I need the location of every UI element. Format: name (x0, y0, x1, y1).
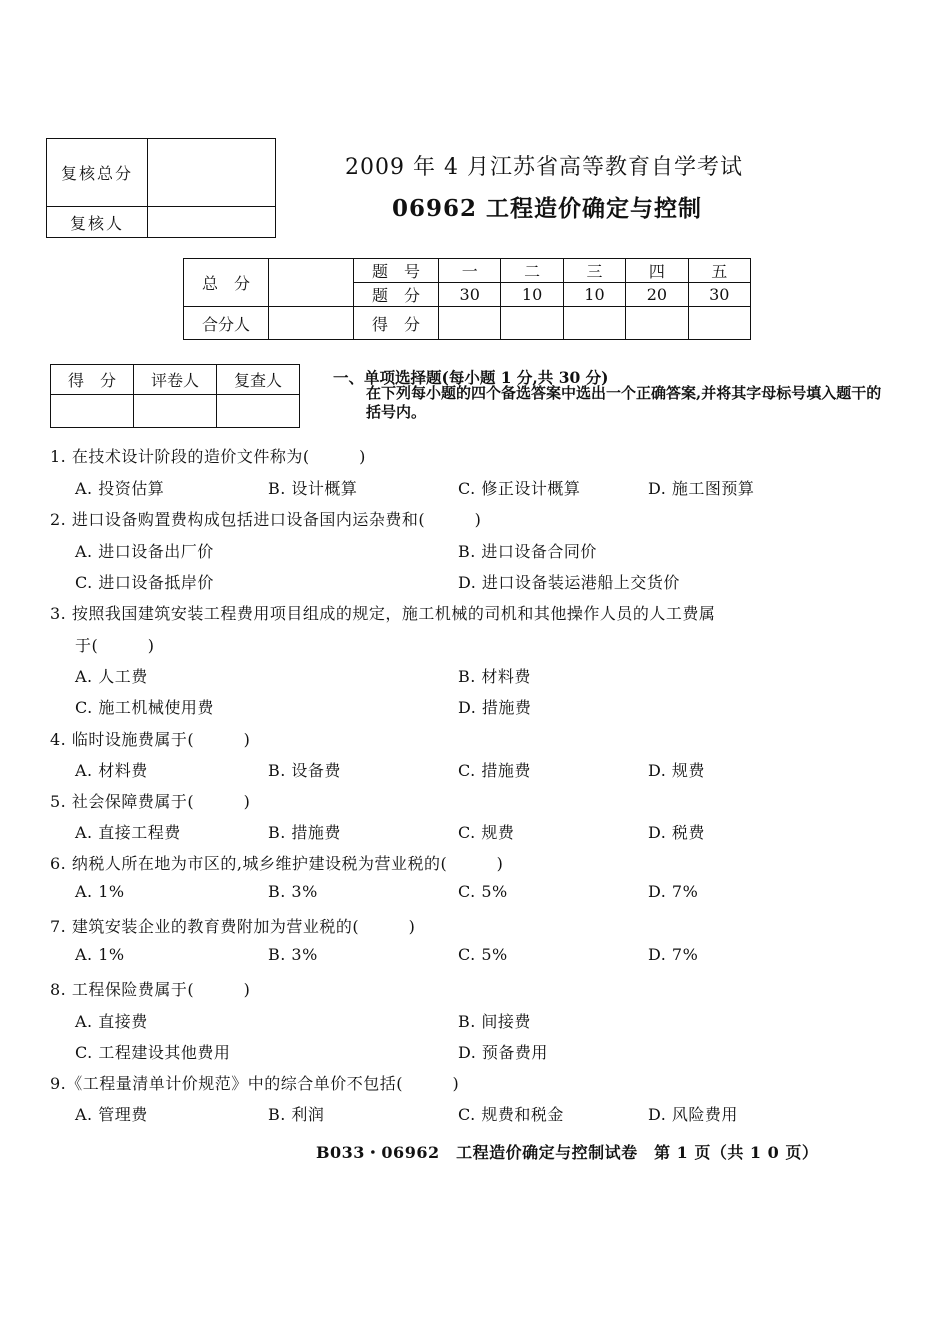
option: C. 5% (458, 882, 508, 901)
option: D. 规费 (648, 761, 705, 780)
option: A. 管理费 (75, 1105, 148, 1124)
option: C. 措施费 (458, 761, 531, 780)
option: D. 7% (648, 945, 699, 964)
question-stem: 5. 社会保障费属于( ) (50, 792, 251, 811)
option: C. 5% (458, 945, 508, 964)
review-total-cell (148, 139, 276, 207)
question-points-5: 30 (688, 283, 750, 307)
checker-cell (217, 395, 300, 428)
option: C. 规费 (458, 823, 515, 842)
question-number-1: 一 (439, 259, 501, 283)
option: C. 修正设计概算 (458, 479, 581, 498)
option: A. 进口设备出厂价 (75, 542, 214, 561)
option: B. 间接费 (458, 1012, 531, 1031)
obtained-score-5 (688, 307, 750, 340)
obtained-score-label: 得 分 (354, 307, 439, 340)
option: A. 直接费 (75, 1012, 148, 1031)
option: D. 施工图预算 (648, 479, 755, 498)
option: A. 1% (75, 882, 125, 901)
option: B. 3% (268, 945, 318, 964)
option: C. 规费和税金 (458, 1105, 564, 1124)
question-points-4: 20 (626, 283, 688, 307)
option: D. 措施费 (458, 698, 532, 717)
question-number-5: 五 (688, 259, 750, 283)
question-stem: 7. 建筑安装企业的教育费附加为营业税的( ) (50, 917, 416, 936)
grader-score-label: 得 分 (51, 365, 134, 395)
question-number-3: 三 (563, 259, 625, 283)
total-score-cell (269, 259, 354, 307)
review-total-label: 复核总分 (47, 139, 148, 207)
combiner-label: 合分人 (184, 307, 269, 340)
exam-title: 2009 年 4 月江苏省高等教育自学考试 (345, 155, 743, 180)
question-stem: 9.《工程量清单计价规范》中的综合单价不包括( ) (50, 1074, 460, 1093)
obtained-score-3 (563, 307, 625, 340)
question-points-2: 10 (501, 283, 563, 307)
option: C. 施工机械使用费 (75, 698, 214, 717)
grader-box (50, 364, 300, 428)
option: D. 进口设备装运港船上交货价 (458, 573, 680, 592)
section-heading: 一、单项选择题(每小题 1 分,共 30 分) (333, 368, 609, 387)
option: D. 风险费用 (648, 1105, 738, 1124)
option: B. 3% (268, 882, 318, 901)
question-points-3: 10 (563, 283, 625, 307)
obtained-score-4 (626, 307, 688, 340)
review-box (46, 138, 276, 238)
option: B. 设计概算 (268, 479, 358, 498)
total-score-label: 总 分 (184, 259, 269, 307)
course-title: 06962 工程造价确定与控制 (392, 195, 703, 222)
question-number-2: 二 (501, 259, 563, 283)
grader-label: 评卷人 (134, 365, 217, 395)
option: C. 工程建设其他费用 (75, 1043, 231, 1062)
option: B. 材料费 (458, 667, 531, 686)
grader-cell (134, 395, 217, 428)
question-stem: 8. 工程保险费属于( ) (50, 980, 251, 999)
question-stem: 6. 纳税人所在地为市区的,城乡维护建设税为营业税的( ) (50, 854, 504, 873)
question-number-4: 四 (626, 259, 688, 283)
score-table (183, 258, 751, 340)
checker-label: 复查人 (217, 365, 300, 395)
option: D. 预备费用 (458, 1043, 548, 1062)
option: A. 投资估算 (75, 479, 165, 498)
option: B. 设备费 (268, 761, 341, 780)
obtained-score-1 (439, 307, 501, 340)
section-instruction: 在下列每小题的四个备选答案中选出一个正确答案,并将其字母标号填入题干的括号内。 (366, 384, 882, 421)
option: A. 人工费 (75, 667, 148, 686)
reviewer-label: 复核人 (47, 207, 148, 238)
reviewer-cell (148, 207, 276, 238)
option: B. 进口设备合同价 (458, 542, 597, 561)
question-number-label: 题 号 (354, 259, 439, 283)
option: D. 7% (648, 882, 699, 901)
question-stem: 2. 进口设备购置费构成包括进口设备国内运杂费和( ) (50, 510, 482, 529)
question-stem-continued: 于( ) (75, 636, 155, 655)
option: A. 直接工程费 (75, 823, 181, 842)
option: C. 进口设备抵岸价 (75, 573, 214, 592)
grader-score-cell (51, 395, 134, 428)
page-footer: B033・06962 工程造价确定与控制试卷 第 1 页（共 1 0 页） (316, 1143, 819, 1162)
option: D. 税费 (648, 823, 705, 842)
question-stem: 3. 按照我国建筑安装工程费用项目组成的规定，施工机械的司机和其他操作人员的人工费属 (50, 604, 716, 623)
obtained-score-2 (501, 307, 563, 340)
question-stem: 1. 在技术设计阶段的造价文件称为( ) (50, 447, 366, 466)
option: A. 材料费 (75, 761, 148, 780)
option: B. 措施费 (268, 823, 341, 842)
option: A. 1% (75, 945, 125, 964)
question-points-label: 题 分 (354, 283, 439, 307)
option: B. 利润 (268, 1105, 325, 1124)
question-stem: 4. 临时设施费属于( ) (50, 730, 251, 749)
combiner-cell (269, 307, 354, 340)
question-points-1: 30 (439, 283, 501, 307)
